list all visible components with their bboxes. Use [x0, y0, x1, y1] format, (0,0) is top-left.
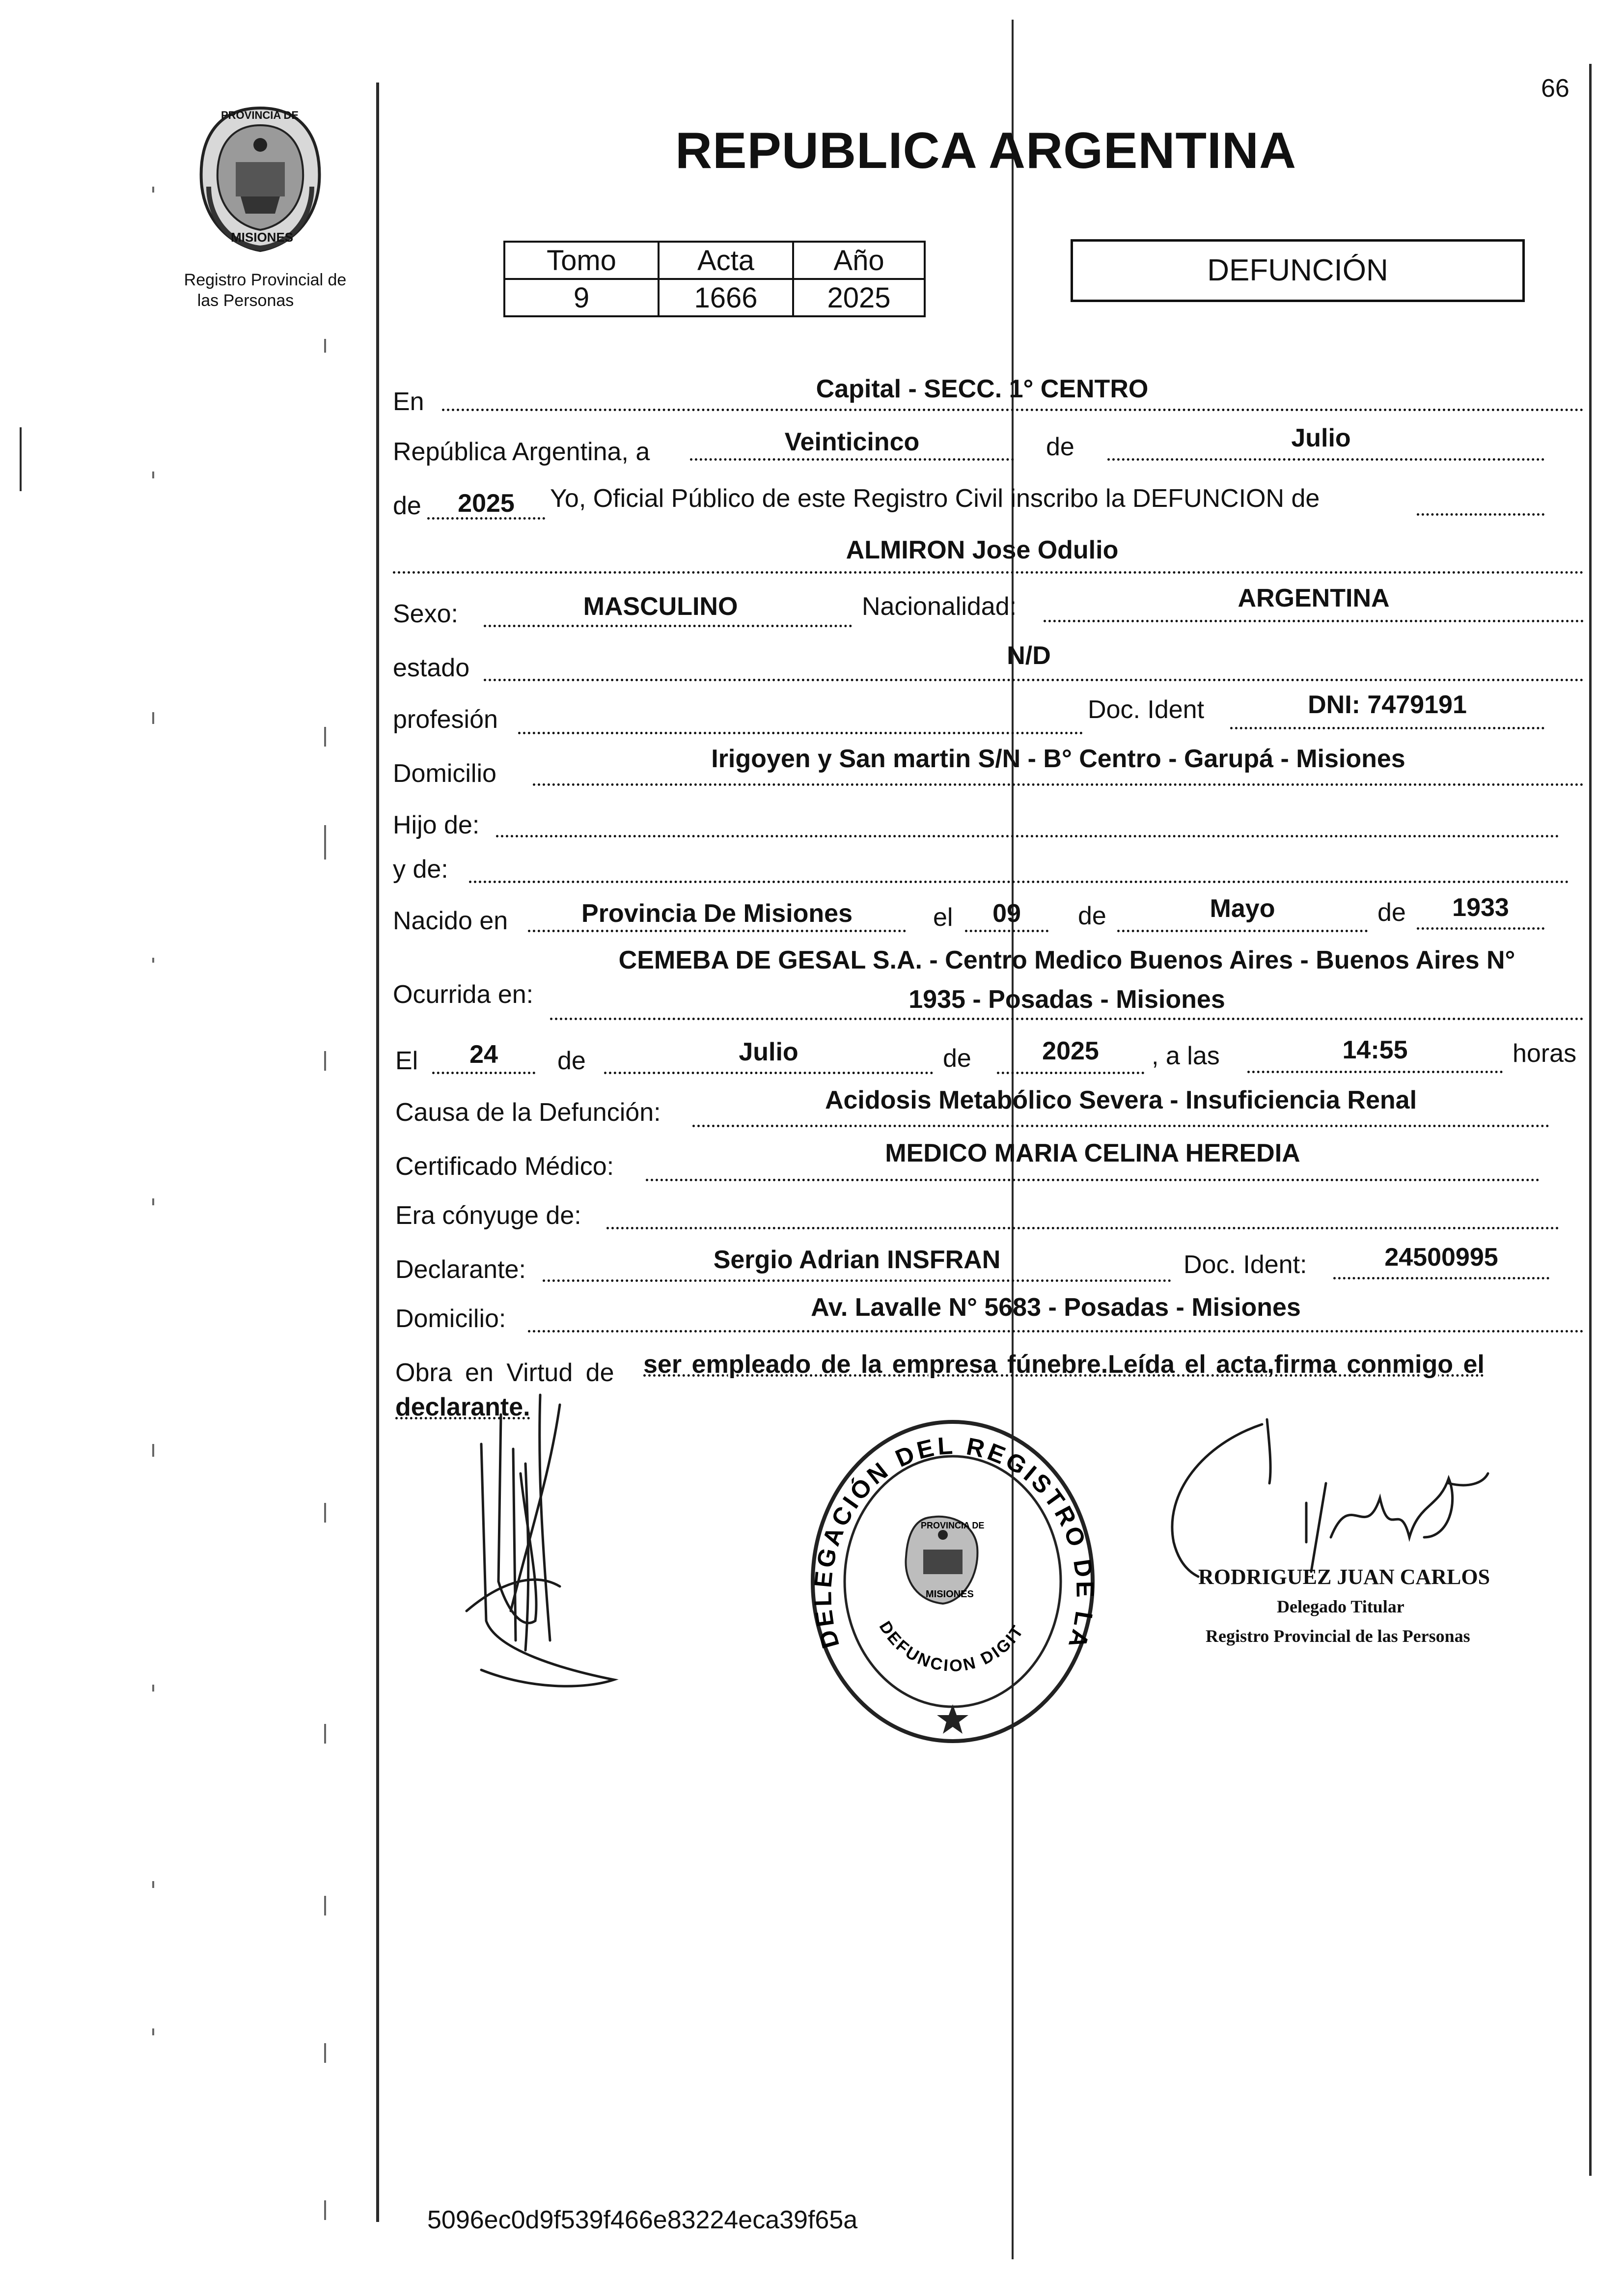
profesion-label: profesión — [393, 705, 498, 734]
def-de1-label: de — [557, 1047, 586, 1075]
decl-doc-dots — [1333, 1277, 1549, 1279]
nac-de2-label: de — [1377, 898, 1406, 927]
margin-marks — [138, 187, 334, 2249]
nacionalidad-dots — [1044, 620, 1584, 622]
mes-value: Julio — [1291, 424, 1351, 452]
conyuge-dots — [606, 1227, 1559, 1229]
anio-value: 2025 — [793, 279, 925, 316]
hijo-dots — [496, 835, 1559, 837]
causa-label: Causa de la Defunción: — [395, 1098, 661, 1127]
official-name: RODRIGUEZ JUAN CARLOS — [1198, 1565, 1490, 1589]
registry-stamp — [805, 1415, 1100, 1758]
ocurrida-line1: CEMEBA DE GESAL S.A. - Centro Medico Buenos Aires - Buenos Aires N° — [618, 946, 1515, 974]
official-role: Delegado Titular — [1277, 1597, 1404, 1616]
causa-dots — [692, 1125, 1549, 1127]
tomo-value: 9 — [504, 279, 659, 316]
oficial-dots — [1417, 513, 1544, 516]
nac-dia-dots — [965, 930, 1048, 932]
ocurrida-dots — [550, 1018, 1584, 1020]
oficial-text: Yo, Oficial Público de este Registro Civil inscribo la DEFUNCION de — [550, 484, 1320, 513]
declarante-dots — [543, 1279, 1171, 1282]
stamp-seal-bottom: MISIONES — [926, 1589, 974, 1600]
domicilio-value: Irigoyen y San martin S/N - B° Centro - Garupá - Misiones — [711, 745, 1405, 773]
en-value: Capital - SECC. 1° CENTRO — [816, 375, 1149, 403]
sexo-label: Sexo: — [393, 600, 458, 628]
acta-header: Acta — [659, 242, 793, 279]
cert-label: Certificado Médico: — [395, 1152, 614, 1181]
decl-dom-dots — [528, 1330, 1584, 1332]
dia-dots — [690, 458, 1014, 461]
def-mes: Julio — [739, 1038, 798, 1066]
obra-value-2: declarante. — [395, 1393, 530, 1421]
sexo-value: MASCULINO — [583, 592, 738, 621]
decl-doc-value: 24500995 — [1384, 1243, 1498, 1272]
nac-anio-dots — [1417, 927, 1544, 930]
decl-dom-label: Domicilio: — [395, 1304, 506, 1333]
ocurrida-label: Ocurrida en: — [393, 980, 534, 1009]
cert-dots — [646, 1179, 1540, 1181]
document-title: REPUBLICA ARGENTINA — [675, 122, 1297, 179]
official-registro: Registro Provincial de las Personas — [1206, 1626, 1470, 1646]
def-anio: 2025 — [1042, 1037, 1099, 1065]
decl-doc-label: Doc. Ident: — [1184, 1250, 1307, 1279]
def-el-label: El — [395, 1047, 418, 1075]
hora-value: 14:55 — [1342, 1036, 1408, 1064]
causa-value: Acidosis Metabólico Severa - Insuficiencia Renal — [825, 1086, 1417, 1114]
provincial-seal — [189, 98, 331, 260]
declarante-label: Declarante: — [395, 1255, 526, 1284]
def-anio-dots — [997, 1072, 1144, 1074]
alas-label: , a las — [1152, 1042, 1220, 1070]
stamp-ring-text: DELEGACIÓN DEL REGISTRO DE LA — [809, 1431, 1099, 1654]
seal-bottom-text: MISIONES — [231, 230, 294, 245]
nombre-dots — [393, 571, 1584, 574]
scan-line-edge — [20, 427, 22, 491]
doc-label: Doc. Ident — [1088, 695, 1205, 724]
hijo-label: Hijo de: — [393, 811, 480, 839]
page-number: 66 — [1541, 74, 1569, 103]
hora-dots — [1247, 1071, 1503, 1073]
stamp-seal-top: PROVINCIA DE — [921, 1521, 985, 1530]
horas-label: horas — [1513, 1039, 1577, 1068]
acta-table — [503, 241, 926, 317]
document-hash: 5096ec0d9f539f466e83224eca39f65a — [427, 2206, 858, 2234]
nac-mes-dots — [1117, 930, 1368, 932]
estado-label: estado — [393, 654, 470, 682]
nac-de1-label: de — [1078, 902, 1106, 930]
mes-de-label: de — [1046, 433, 1074, 461]
nac-dia: 09 — [992, 899, 1021, 928]
doc-value: DNI: 7479191 — [1308, 691, 1467, 719]
mes-dots — [1107, 458, 1544, 461]
domicilio-dots — [533, 783, 1584, 786]
anio-value: 2025 — [458, 489, 515, 518]
nacido-lugar: Provincia De Misiones — [581, 899, 853, 928]
def-mes-dots — [604, 1072, 933, 1074]
nacido-el-label: el — [933, 903, 953, 932]
anio-header: Año — [793, 242, 925, 279]
registro-label-2: las Personas — [197, 291, 294, 310]
nac-mes: Mayo — [1210, 894, 1275, 923]
def-dia: 24 — [469, 1040, 498, 1069]
registro-label-1: Registro Provincial de — [184, 271, 347, 289]
tipo-box: DEFUNCIÓN — [1071, 239, 1525, 302]
domicilio-label: Domicilio — [393, 759, 496, 788]
scan-line-right — [1589, 64, 1592, 2176]
nac-anio: 1933 — [1452, 893, 1509, 922]
doc-dots — [1230, 727, 1544, 729]
tomo-header: Tomo — [504, 242, 659, 279]
estado-dots — [484, 679, 1584, 681]
en-dots — [442, 409, 1584, 411]
acta-value: 1666 — [659, 279, 793, 316]
yde-label: y de: — [393, 855, 448, 884]
estado-value: N/D — [1007, 641, 1051, 670]
republica-label: República Argentina, a — [393, 438, 650, 466]
stamp-inner-text: DEFUNCION DIGIT — [875, 1618, 1027, 1676]
sexo-dots — [484, 625, 852, 627]
declarante-value: Sergio Adrian INSFRAN — [713, 1246, 1001, 1274]
nacionalidad-value: ARGENTINA — [1238, 584, 1390, 612]
declarant-signature — [452, 1375, 658, 1719]
profesion-dots — [518, 732, 1083, 734]
en-label: En — [393, 388, 424, 416]
dia-texto: Veinticinco — [784, 428, 920, 456]
anio-de-label: de — [393, 492, 421, 520]
seal-top-text: PROVINCIA DE — [221, 109, 299, 121]
conyuge-label: Era cónyuge de: — [395, 1201, 581, 1230]
ocurrida-line2: 1935 - Posadas - Misiones — [908, 985, 1225, 1014]
nacido-dots — [528, 930, 906, 932]
obra-value: ser empleado de la empresa fúnebre.Leída el acta,firma conmigo el — [643, 1350, 1485, 1379]
nacido-label: Nacido en — [393, 907, 508, 935]
nacionalidad-label: Nacionalidad: — [862, 592, 1017, 621]
scan-line-left — [376, 83, 379, 2222]
obra-label: Obra en Virtud de — [395, 1359, 614, 1387]
decl-dom-value: Av. Lavalle N° 5683 - Posadas - Misiones — [811, 1293, 1301, 1322]
def-de2-label: de — [943, 1044, 971, 1073]
yde-dots — [469, 881, 1569, 883]
nombre-value: ALMIRON Jose Odulio — [846, 536, 1119, 564]
def-dia-dots — [432, 1072, 535, 1074]
cert-value: MEDICO MARIA CELINA HEREDIA — [885, 1139, 1300, 1167]
